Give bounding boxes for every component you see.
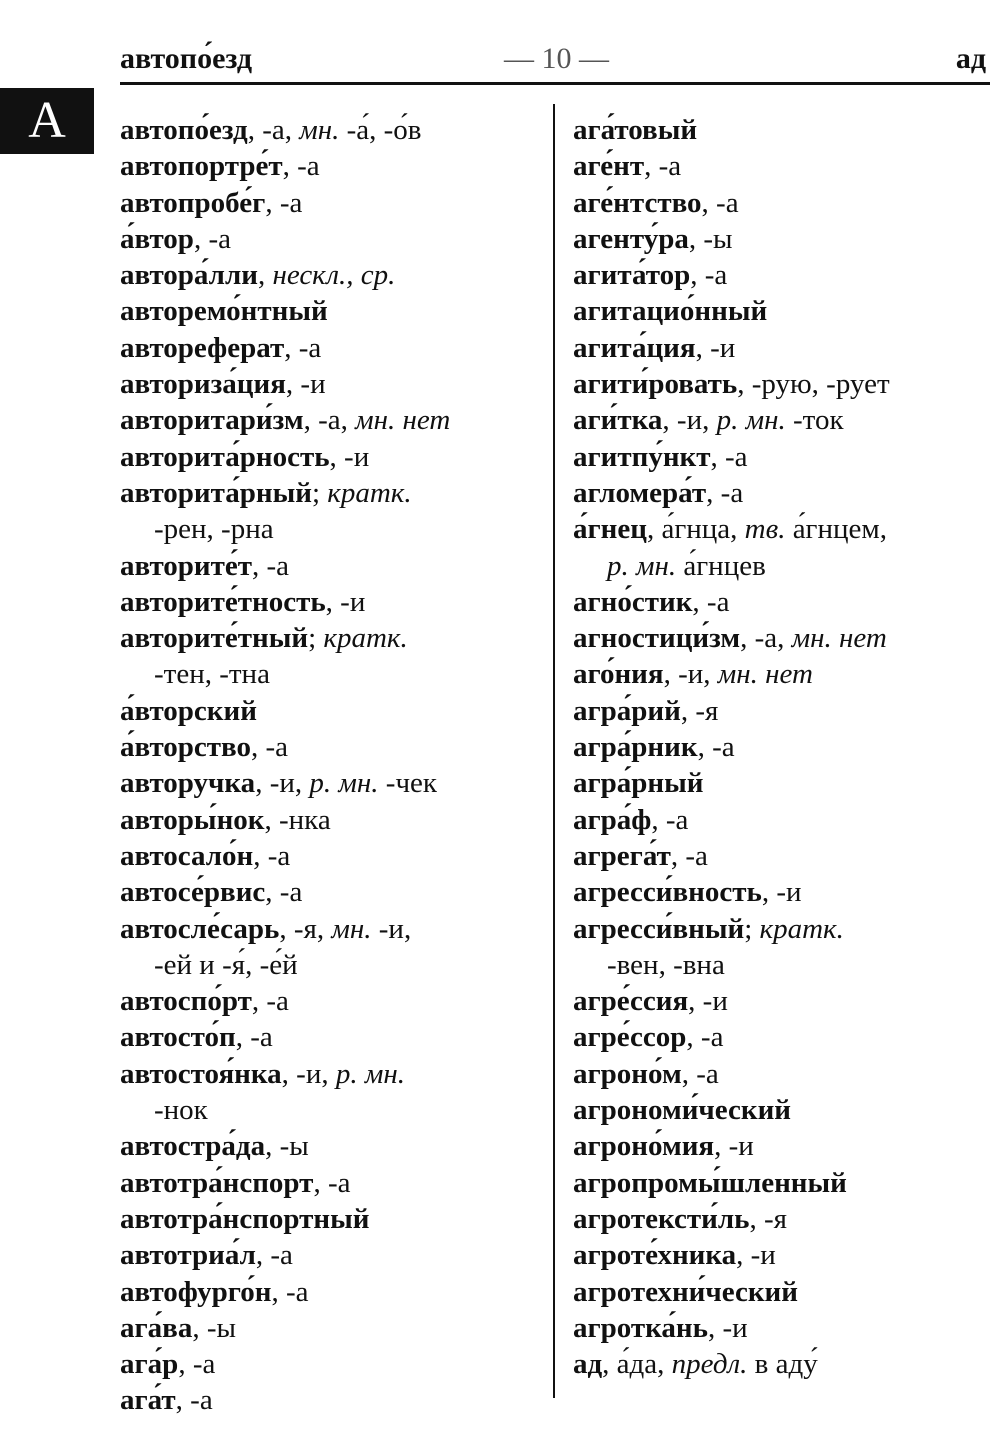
inflection: в аду́ [747,1348,818,1381]
headword: агресси́вный [573,912,745,945]
inflection: , -и [695,331,736,364]
headword: ага́т [120,1384,176,1417]
guide-word-right: ад [955,42,986,75]
dictionary-entry [120,185,540,221]
inflection: , -и, [281,1057,336,1090]
inflection: -вен, -вна [607,948,725,981]
dictionary-entry [573,330,985,366]
headword: агитацио́нный [573,295,768,328]
headword: авторите́тность [120,585,326,618]
dictionary-entry [120,1201,540,1237]
headword: автофурго́н [120,1275,272,1308]
headword: агре́ссор [573,1021,687,1054]
dictionary-entry [120,548,540,584]
page-number: — 10 — [504,42,609,75]
dictionary-entry [573,911,985,947]
inflection: , -я [680,694,719,727]
dictionary-entry [573,1165,985,1201]
headword: ага́ва [120,1311,193,1344]
headword: аге́нт [573,150,645,183]
inflection: , -и [714,1130,754,1163]
inflection: , -а [284,331,322,364]
inflection: , -рую, -рует [737,368,890,401]
headword: агре́ссия [573,985,689,1018]
headword: автоспо́рт [120,985,252,1018]
dictionary-entry [573,293,985,329]
headword: агита́тор [573,259,691,292]
dictionary-entry [120,1056,540,1092]
inflection: , -а [178,1348,216,1381]
inflection: , -а [265,186,303,219]
dictionary-entry [120,729,540,765]
inflection: , -нка [264,803,331,836]
headword: агропромы́шленный [573,1166,847,1199]
dictionary-entry [573,656,985,692]
inflection: , а́гнца, [646,513,745,546]
dictionary-entry [573,1092,985,1128]
inflection: -ток [785,404,844,437]
headword: агроно́м [573,1057,682,1090]
grammar-note: тв. [744,513,786,546]
grammar-note: мн. нет [717,658,813,691]
inflection: а́гнцев [676,549,766,582]
dictionary-entry [120,330,540,366]
inflection: , -я, [279,912,332,945]
dictionary-entry [120,1019,540,1055]
headword: агра́рный [573,767,704,800]
headword: а́вторский [120,694,257,727]
headword: а́втор [120,222,194,255]
dictionary-entry [573,221,985,257]
headword: агити́ровать [573,368,738,401]
dictionary-entry [120,1237,540,1273]
inflection: , -ы [192,1311,236,1344]
headword: ага́р [120,1348,179,1381]
inflection: , -а [706,476,744,509]
dictionary-entry [573,1274,985,1310]
dictionary-entry [573,1019,985,1055]
entry-continuation [573,947,985,983]
inflection: , -а [690,259,728,292]
inflection: , -а, [740,622,792,655]
inflection: , -а, [303,404,356,437]
right-column [573,112,985,1382]
inflection: , -а [313,1166,351,1199]
dictionary-entry [120,874,540,910]
letter-tab: А [0,88,94,154]
inflection: ; [311,476,328,509]
inflection: , -а [235,1021,273,1054]
inflection: -рен, -рна [154,513,274,546]
inflection: , -а [681,1057,719,1090]
dictionary-entry [573,1201,985,1237]
dictionary-entry [573,802,985,838]
inflection: , -и, [662,404,717,437]
dictionary-entry [120,112,540,148]
inflection: , -а, [247,114,300,146]
entry-continuation [120,1092,540,1128]
headword: агроно́мия [573,1130,715,1163]
headword: аге́нтство [573,186,702,219]
headword: агротехни́ческий [573,1275,798,1308]
inflection: , -а [253,839,291,872]
inflection: , -а [252,549,290,582]
inflection: , -и [761,876,802,909]
grammar-note: мн. нет [791,622,887,655]
headword: агломера́т [573,476,707,509]
grammar-note: предл. [671,1348,748,1381]
headword: агресси́вность [573,876,762,909]
dictionary-entry [120,1310,540,1346]
inflection: , -а [255,1239,293,1272]
dictionary-entry [573,584,985,620]
header-rule [120,82,990,85]
dictionary-entry [120,439,540,475]
inflection: -нок [154,1094,208,1127]
inflection: -и, [371,912,412,945]
headword: агроте́хника [573,1239,737,1272]
headword: агно́стик [573,585,693,618]
headword: агротка́нь [573,1311,708,1344]
inflection: , -а [651,803,689,836]
running-header [120,42,986,82]
inflection: , -а [701,186,739,219]
inflection: , -и [325,585,366,618]
headword: автосе́рвис [120,876,266,909]
headword: автопробе́г [120,186,266,219]
dictionary-entry [573,1056,985,1092]
inflection: , -а [697,731,735,764]
dictionary-entry [573,1310,985,1346]
headword: автопо́езд [120,114,248,146]
left-column [120,112,540,1419]
inflection: , -и [707,1311,748,1344]
dictionary-entry [573,366,985,402]
inflection: , -и, [255,767,310,800]
grammar-note: кратк. [323,622,408,655]
grammar-note: р. мн. [335,1057,405,1090]
headword: а́вторство [120,731,252,764]
dictionary-entry [120,402,540,438]
dictionary-entry [573,148,985,184]
headword: автотра́нспорт [120,1166,314,1199]
dictionary-entry [573,511,985,547]
inflection: , -а [251,985,289,1018]
inflection: , -а [271,1275,309,1308]
dictionary-entry [120,1346,540,1382]
headword: а́гнец [573,513,647,546]
inflection: , -ы [265,1130,309,1163]
dictionary-entry [573,729,985,765]
inflection: , -а [282,150,320,183]
guide-word-left: автопо́езд [120,42,253,75]
dictionary-entry [573,1346,985,1382]
grammar-note: р. мн. [716,404,786,437]
entry-continuation [573,548,985,584]
headword: автосле́сарь [120,912,280,945]
grammar-note: р. мн. [607,549,677,582]
dictionary-entry [120,366,540,402]
entry-continuation [120,656,540,692]
headword: агностици́зм [573,622,741,655]
entry-continuation [120,947,540,983]
headword: аги́тка [573,404,663,437]
dictionary-entry [120,693,540,729]
headword: авторите́тный [120,622,309,655]
dictionary-entry [573,257,985,293]
headword: автосто́п [120,1021,236,1054]
headword: авторемо́нтный [120,295,328,328]
headword: автопортре́т [120,150,283,183]
dictionary-entry [120,584,540,620]
headword: авторы́нок [120,803,265,836]
dictionary-entry [120,765,540,801]
dictionary-entry [573,475,985,511]
headword: агра́рник [573,731,698,764]
inflection: , -а [193,222,231,255]
dictionary-entry [573,838,985,874]
dictionary-entry [573,765,985,801]
dictionary-entry [120,983,540,1019]
headword: агита́ция [573,331,696,364]
headword: авторите́т [120,549,253,582]
dictionary-entry [120,838,540,874]
dictionary-entry [120,1128,540,1164]
headword: авторучка [120,767,256,800]
dictionary-entry [573,439,985,475]
headword: автотриа́л [120,1239,256,1272]
headword: автореферат [120,331,285,364]
inflection: , -и, [663,658,718,691]
inflection: , -а [692,585,730,618]
headword: авторита́рность [120,440,330,473]
inflection: -а́, -о́в [339,114,422,146]
inflection: , -а [251,731,289,764]
grammar-note: р. мн. [309,767,379,800]
dictionary-entry [120,221,540,257]
dictionary-entry [120,148,540,184]
dictionary-entry [573,402,985,438]
headword: аго́ния [573,658,664,691]
headword: авториза́ция [120,368,286,401]
inflection: -чек [378,767,437,800]
headword: агрономи́ческий [573,1094,791,1127]
inflection: , -и [736,1239,776,1272]
inflection: , -а [686,1021,724,1054]
headword: агитпу́нкт [573,440,711,473]
inflection: , -ы [688,222,733,255]
dictionary-entry [120,911,540,947]
dictionary-entry [573,112,985,148]
inflection: , -и [285,368,326,401]
column-divider [553,104,555,1398]
headword: ад [573,1348,603,1381]
dictionary-entry [120,1165,540,1201]
dictionary-entry [573,1237,985,1273]
grammar-note: мн. нет [355,404,451,437]
dictionary-entry [573,874,985,910]
grammar-note: кратк. [759,912,844,945]
headword: авторитари́зм [120,404,304,437]
inflection: , -и [329,440,370,473]
dictionary-entry [120,1274,540,1310]
dictionary-entry [120,475,540,511]
headword: авторита́рный [120,476,312,509]
dictionary-entry [120,802,540,838]
inflection: , -а [175,1384,213,1417]
headword: автостоя́нка [120,1057,282,1090]
dictionary-entry [573,983,985,1019]
inflection: , -а [644,150,682,183]
inflection: -тен, -тна [154,658,270,691]
dictionary-entry [120,620,540,656]
inflection: а́гнцем, [785,513,887,546]
grammar-note: мн. [299,114,340,146]
grammar-note: мн. [331,912,372,945]
inflection: , -а [670,839,708,872]
dictionary-entry [573,693,985,729]
dictionary-entry [120,1382,540,1418]
headword: агра́ф [573,803,652,836]
entry-continuation [120,511,540,547]
headword: агротексти́ль [573,1202,750,1235]
grammar-note: кратк. [327,476,412,509]
headword: автосало́н [120,839,254,872]
headword: агрега́т [573,839,671,872]
headword: агра́рий [573,694,681,727]
inflection: , -а [710,440,748,473]
inflection: , -а [265,876,303,909]
grammar-note: нескл., ср. [272,259,396,292]
inflection: ; [744,912,760,945]
dictionary-entry [120,293,540,329]
dictionary-entry [120,257,540,293]
inflection: , -я [749,1202,787,1235]
headword: ага́товый [573,114,698,146]
inflection: , -и [688,985,728,1018]
headword: агенту́ра [573,222,689,255]
dictionary-entry [573,185,985,221]
dictionary-entry [573,1128,985,1164]
inflection: , а́да, [602,1348,672,1381]
inflection: -ей и -я́, -е́й [154,948,298,981]
inflection: ; [308,622,324,655]
headword: автотра́нспортный [120,1202,370,1235]
headword: автостра́да [120,1130,266,1163]
inflection: , [257,259,273,292]
headword: автора́лли [120,259,258,292]
dictionary-entry [573,620,985,656]
